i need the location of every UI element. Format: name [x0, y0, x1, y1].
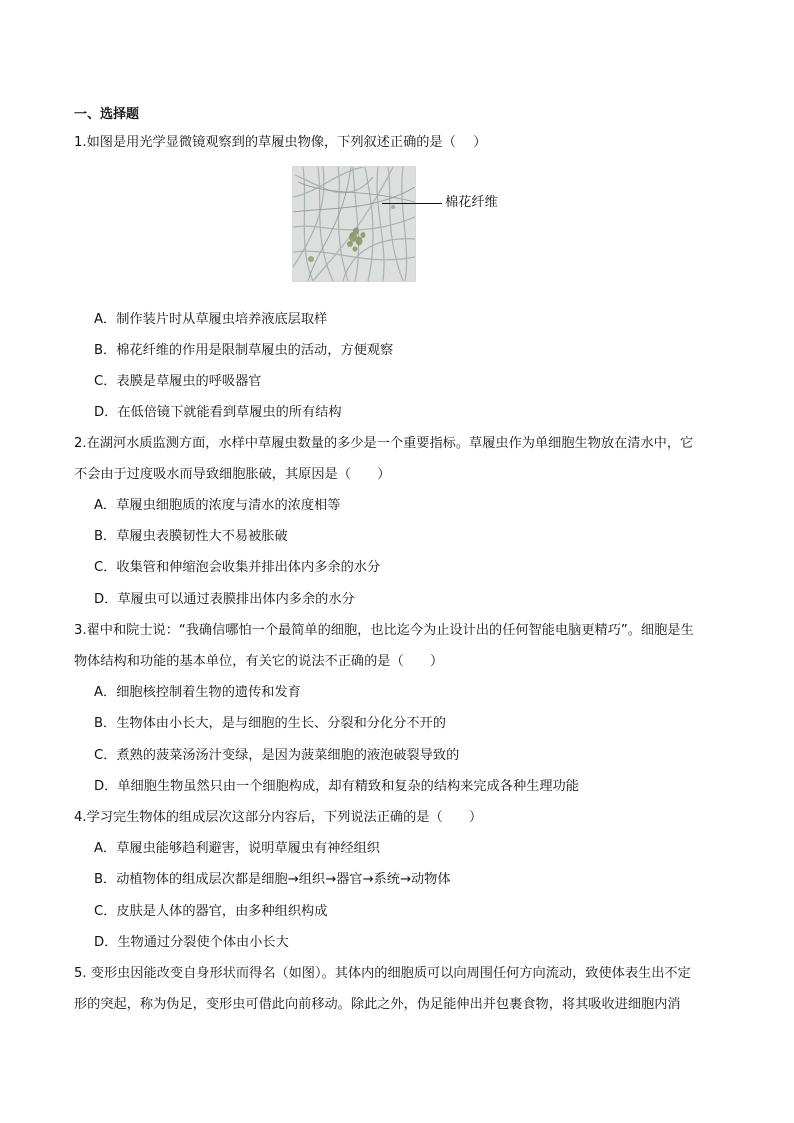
- question-2-stem-line-1: 2.在湖河水质监测方面，水样中草履虫数量的多少是一个重要指标。草履虫作为单细胞生物放在清水中，它: [74, 436, 694, 451]
- q4-option-b: B．动植物体的组成层次都是细胞→组织→器官→系统→动物体: [94, 872, 451, 887]
- q3-option-b: B．生物体由小长大，是与细胞的生长、分裂和分化分不开的: [94, 716, 446, 731]
- figure-label: 棉花纤维: [445, 195, 498, 210]
- q3-option-a: A．细胞核控制着生物的遗传和发育: [94, 685, 301, 700]
- question-1-stem: 1.如图是用光学显微镜观察到的草履虫物像，下列叙述正确的是（ ）: [74, 135, 487, 150]
- q2-option-d: D．草履虫可以通过表膜排出体内多余的水分: [94, 592, 355, 607]
- q3-option-d: D．单细胞生物虽然只由一个细胞构成，却有精致和复杂的结构来完成各种生理功能: [94, 779, 579, 794]
- q1-option-d: D．在低倍镜下就能看到草履虫的所有结构: [94, 405, 342, 420]
- q4-option-a: A．草履虫能够趋利避害，说明草履虫有神经组织: [94, 841, 380, 856]
- question-4-stem: 4.学习完生物体的组成层次这部分内容后，下列说法正确的是（ ）: [74, 810, 483, 825]
- q1-option-c: C．表膜是草履虫的呼吸器官: [94, 374, 262, 389]
- question-5-stem-line-1: 5. 变形虫因能改变自身形状而得名（如图）。其体内的细胞质可以向周围任何方向流动，致使体表生出不定: [74, 966, 691, 981]
- cotton-fiber-micrograph: [293, 167, 415, 281]
- q2-option-a: A．草履虫细胞质的浓度与清水的浓度相等: [94, 498, 341, 513]
- microscope-image: [292, 166, 416, 282]
- q4-option-d: D．生物通过分裂使个体由小长大: [94, 935, 289, 950]
- q4-option-c: C．皮肤是人体的器官，由多种组织构成: [94, 904, 328, 919]
- q2-option-c: C．收集管和伸缩泡会收集并排出体内多余的水分: [94, 560, 381, 575]
- question-3-stem-line-1: 3.翟中和院士说：“我确信哪怕一个最简单的细胞，也比迄今为止设计出的任何智能电脑更精巧”。细胞是生: [74, 623, 694, 638]
- question-5-stem-line-2: 形的突起，称为伪足，变形虫可借此向前移动。除此之外，伪足能伸出并包裹食物，将其吸收进细胞内消: [74, 997, 681, 1012]
- q1-option-b: B．棉花纤维的作用是限制草履虫的活动，方便观察: [94, 343, 394, 358]
- section-title: 一、选择题: [74, 107, 140, 122]
- q2-option-b: B．草履虫表膜韧性大不易被胀破: [94, 529, 288, 544]
- q3-option-c: C．煮熟的菠菜汤汤汁变绿，是因为菠菜细胞的液泡破裂导致的: [94, 748, 460, 763]
- question-3-stem-line-2: 物体结构和功能的基本单位，有关它的说法不正确的是（ ）: [74, 654, 444, 669]
- callout-leader-line: [382, 203, 442, 204]
- question-2-stem-line-2: 不会由于过度吸水而导致细胞胀破，其原因是（ ）: [74, 467, 391, 482]
- q1-option-a: A．制作装片时从草履虫培养液底层取样: [94, 312, 328, 327]
